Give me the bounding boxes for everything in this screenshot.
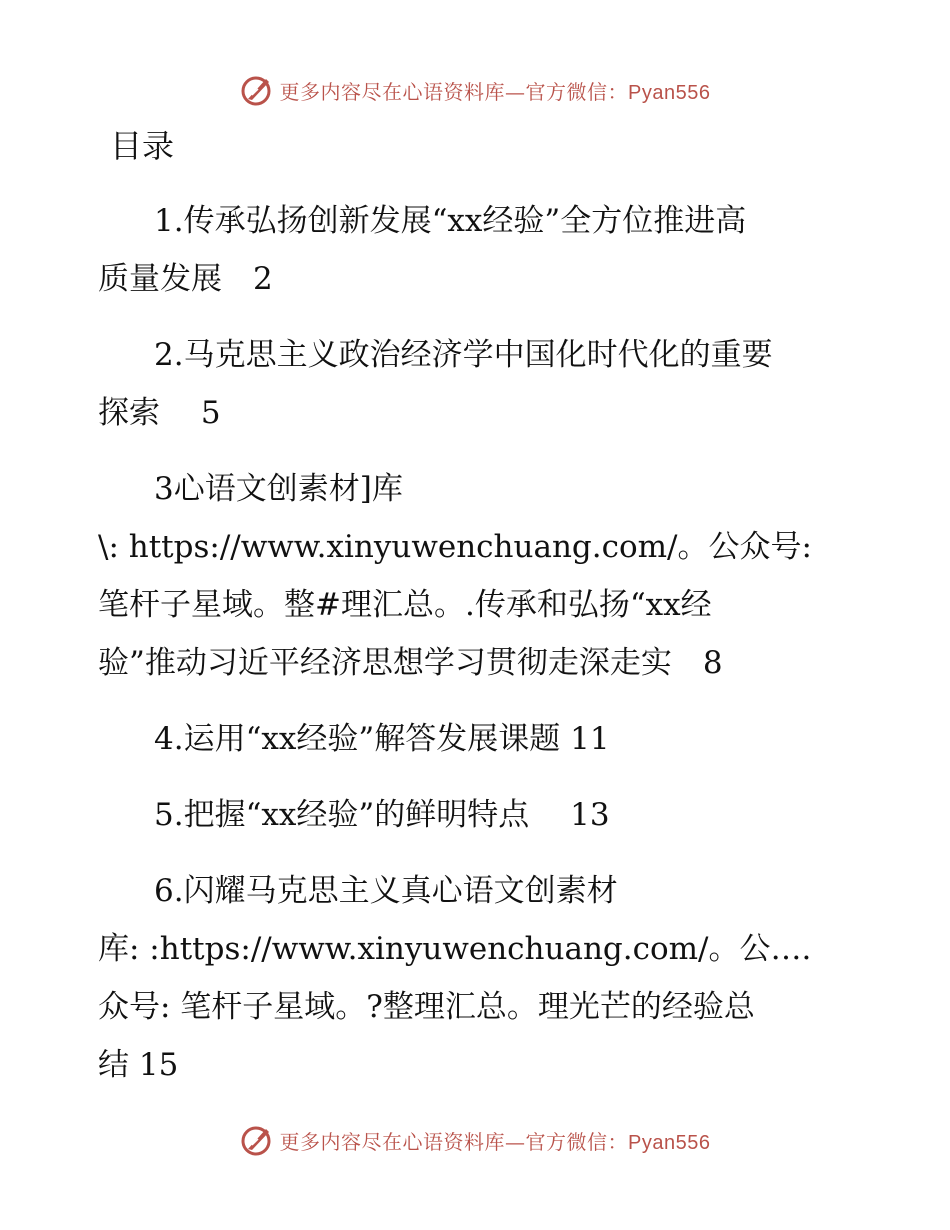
toc-entry-1-line-1: 1.传承弘扬创新发展“xx经验”全方位推进高 [154,203,747,239]
toc-title: 目录 [110,127,175,165]
quill-pen-logo-icon [240,73,274,107]
watermark-wechat-id: Pyan556 [628,1131,711,1154]
watermark-wechat-id: Pyan556 [628,81,711,104]
toc-entry-2-line-2: 探索 5 [98,395,221,431]
toc-entry-2-line-1: 2.马克思主义政治经济学中国化时代化的重要 [154,337,773,373]
watermark-caption: 更多内容尽在心语资料库—官方微信： [279,79,629,104]
header-watermark-banner [0,70,950,110]
header-watermark-group [240,73,711,107]
footer-watermark-text [280,1126,711,1155]
toc-entry-6-line-4: 结 15 [98,1047,179,1083]
quill-pen-logo-icon [240,1123,274,1157]
toc-entry-3-line-1: 3心语文创素材]库 [154,471,403,507]
footer-watermark-group [240,1123,711,1157]
toc-entry-3-line-2: \: https://www.xinyuwenchuang.com/。公众号: [98,529,812,565]
toc-entry-3-line-3: 笔杆子星域。整#理汇总。.传承和弘扬“xx经 [98,587,712,623]
toc-entry-6-line-2: 库: :https://www.xinyuwenchuang.com/。公…. [98,931,812,967]
toc-entry-5: 5.把握“xx经验”的鲜明特点 13 [154,797,610,833]
footer-watermark-banner [0,1120,950,1160]
watermark-caption: 更多内容尽在心语资料库—官方微信： [279,1129,629,1154]
toc-entry-4: 4.运用“xx经验”解答发展课题 11 [154,721,610,757]
toc-entry-3-line-4: 验”推动习近平经济思想学习贯彻走深走实 8 [98,645,723,681]
header-watermark-text [280,76,711,105]
table-of-contents [98,192,858,1094]
toc-entry-1-line-2: 质量发展 2 [98,261,273,297]
toc-entry-6-line-1: 6.闪耀马克思主义真心语文创素材 [154,873,618,909]
toc-entry-6-line-3: 众号: 笔杆子星域。?整理汇总。理光芒的经验总 [98,989,755,1025]
